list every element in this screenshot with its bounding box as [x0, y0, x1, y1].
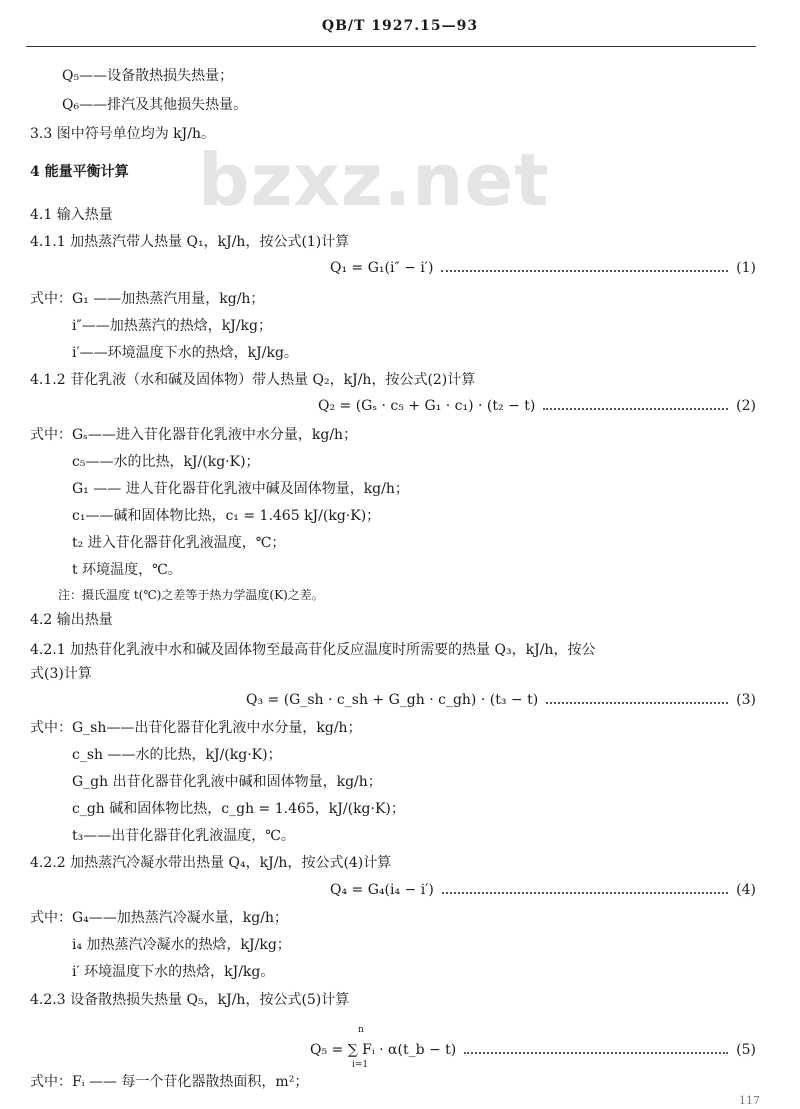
clause-4-1-1: 4.1.1 加热蒸汽带人热量 Q₁，kJ/h，按公式(1)计算: [30, 234, 350, 250]
where-line: 式中：G_sh——出苷化器苷化乳液中水分量，kg/h；: [30, 720, 362, 736]
clause-4-2-1: 4.2.1 加热苷化乳液中水和碱及固体物至最高苷化反应温度时所需要的热量 Q₃，kJ/h，按公: [30, 642, 596, 658]
text-line: c_sh ——水的比热，kJ/(kg·K)；: [72, 747, 282, 763]
section-heading: 4 能量平衡计算: [30, 164, 129, 180]
equation-5: [310, 1040, 756, 1060]
leader-dots: [442, 892, 728, 894]
text-line: c₅——水的比热，kJ/(kg·K)；: [72, 454, 260, 470]
text-line: t₃——出苷化器苷化乳液温度，℃。: [72, 828, 295, 844]
equation-number: (2): [736, 398, 756, 414]
equation-number: (4): [736, 882, 756, 898]
where-line: 式中：G₁ ——加热蒸汽用量，kg/h；: [30, 291, 265, 307]
text-line: t 环境温度，℃。: [72, 562, 182, 578]
header-rule: [26, 46, 756, 47]
watermark: bzxz.net: [198, 138, 550, 222]
clause-heading: 4.1 输入热量: [30, 207, 113, 223]
equation-number: (3): [736, 692, 756, 708]
equation-1: [330, 258, 756, 278]
clause-4-2-3: 4.2.3 设备散热损失热量 Q₅，kJ/h，按公式(5)计算: [30, 992, 350, 1008]
equation-3: [246, 690, 756, 710]
where-line: 式中：Fᵢ —— 每一个苷化器散热面积，m²；: [30, 1074, 309, 1090]
text-line: i′——环境温度下水的热焓，kJ/kg。: [72, 345, 298, 361]
document-header: QB/T 1927.15—93: [321, 18, 479, 34]
clause-heading: 4.2 输出热量: [30, 612, 113, 628]
text-line: i″——加热蒸汽的热焓，kJ/kg；: [72, 318, 272, 334]
note-line: 注：摄氏温度 t(℃)之差等于热力学温度(K)之差。: [58, 588, 324, 602]
equation-formula: Q₂ = (Gₛ · c₅ + G₁ · c₁) · (t₂ − t): [318, 398, 536, 414]
equation-formula: Q₃ = (G_sh · c_sh + G_gh · c_gh) · (t₃ − t): [246, 692, 539, 708]
clause-4-2-2: 4.2.2 加热蒸汽冷凝水带出热量 Q₄，kJ/h，按公式(4)计算: [30, 855, 392, 871]
leader-dots: [441, 270, 728, 272]
clause-3-3: 3.3 图中符号单位均为 kJ/h。: [30, 126, 215, 142]
equation-formula: Q₁ = G₁(i″ − i′): [330, 260, 434, 276]
text-line: c_gh 碱和固体物比热，c_gh = 1.465，kJ/(kg·K)；: [72, 801, 405, 817]
text-line: G₁ —— 进人苷化器苷化乳液中碱及固体物量，kg/h；: [72, 481, 409, 497]
clause-4-1-2: 4.1.2 苷化乳液（水和碱及固体物）带人热量 Q₂，kJ/h，按公式(2)计算: [30, 372, 476, 388]
page-number: 117: [739, 1094, 760, 1107]
where-line: 式中：Gₛ——进入苷化器苷化乳液中水分量，kg/h；: [30, 427, 358, 443]
equation-number: (1): [736, 260, 756, 276]
sum-upper-limit: n: [358, 1025, 364, 1035]
text-line: Q₅——设备散热损失热量；: [62, 68, 234, 84]
equation-formula: Q₄ = G₄(i₄ − i′): [330, 882, 434, 898]
text-line: Q₆——排汽及其他损失热量。: [62, 97, 248, 113]
equation-number: (5): [736, 1042, 756, 1058]
leader-dots: [464, 1052, 728, 1054]
where-line: 式中：G₄——加热蒸汽冷凝水量，kg/h；: [30, 910, 288, 926]
text-line: c₁——碱和固体物比热，c₁ = 1.465 kJ/(kg·K)；: [72, 508, 381, 524]
text-line: i₄ 加热蒸汽冷凝水的热焓，kJ/kg；: [72, 937, 291, 953]
clause-4-2-1-cont: 式(3)计算: [30, 666, 92, 682]
equation-4: [330, 880, 756, 900]
leader-dots: [543, 408, 728, 410]
equation-formula: Q₅ = ∑ Fᵢ · α(t_b − t): [310, 1042, 457, 1058]
equation-2: [318, 396, 756, 416]
text-line: t₂ 进入苷化器苷化乳液温度，℃；: [72, 535, 286, 551]
leader-dots: [546, 702, 728, 704]
sum-lower-limit: i=1: [352, 1060, 369, 1070]
text-line: G_gh 出苷化器苷化乳液中碱和固体物量，kg/h；: [72, 774, 382, 790]
text-line: i′ 环境温度下水的热焓，kJ/kg。: [72, 964, 275, 980]
